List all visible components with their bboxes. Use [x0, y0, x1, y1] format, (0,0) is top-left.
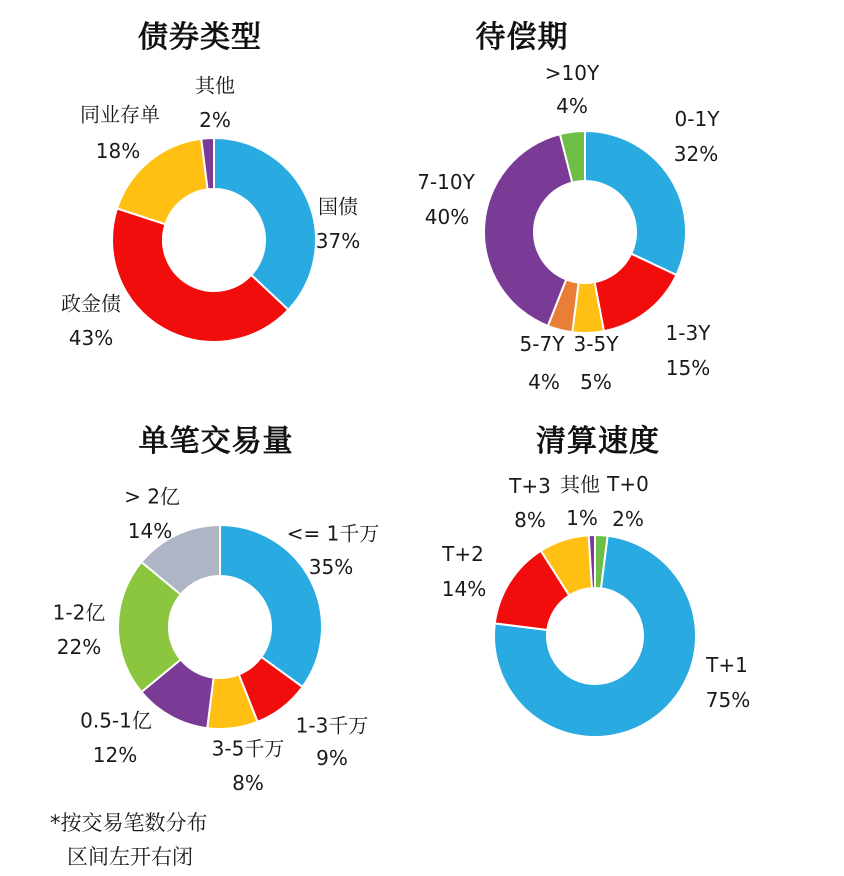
- settlement-speed-slice-value-0: 2%: [612, 507, 644, 531]
- chart-title-settlement-speed: 清算速度: [536, 424, 660, 459]
- settlement-speed-slice-value-4: 1%: [566, 506, 598, 530]
- single-trade-size-slice-value-2: 8%: [232, 771, 264, 795]
- settlement-speed-slice-name-1: T+1: [706, 653, 748, 677]
- single-trade-size-slice-name-4: 1-2亿: [52, 600, 106, 625]
- bond-type-slice-name-2: 同业存单: [80, 102, 160, 127]
- maturity-slice-name-1: 1-3Y: [665, 321, 711, 345]
- donut-maturity-slice-4: [484, 134, 572, 326]
- single-trade-size-slice-value-4: 22%: [56, 635, 102, 659]
- donut-single-trade-size-slice-0: [220, 525, 322, 687]
- settlement-speed-slice-value-3: 8%: [514, 508, 546, 532]
- maturity-slice-value-5: 4%: [556, 94, 588, 118]
- maturity-slice-name-3: 5-7Y: [519, 332, 565, 356]
- settlement-speed-slice-name-3: T+3: [509, 474, 551, 498]
- maturity-slice-name-2: 3-5Y: [573, 332, 619, 356]
- single-trade-size-slice-name-3: 0.5-1亿: [80, 708, 152, 733]
- donut-maturity-slice-0: [585, 131, 686, 275]
- bond-type-slice-name-3: 其他: [195, 73, 235, 98]
- maturity-slice-value-0: 32%: [673, 142, 719, 166]
- maturity-slice-name-0: 0-1Y: [674, 107, 720, 131]
- donut-chart-settlement-speed: [494, 535, 696, 737]
- maturity-slice-name-5: >10Y: [544, 61, 600, 85]
- settlement-speed-slice-name-4: 其他: [560, 472, 600, 497]
- settlement-speed-slice-value-1: 75%: [705, 688, 751, 712]
- single-trade-size-slice-value-3: 12%: [92, 743, 138, 767]
- chart-title-maturity: 待偿期: [475, 20, 569, 55]
- single-trade-size-slice-name-0: <= 1千万: [286, 521, 380, 546]
- maturity-slice-value-4: 40%: [424, 205, 470, 229]
- single-trade-size-slice-name-2: 3-5千万: [211, 736, 285, 761]
- chart-title-single-trade-size: 单笔交易量: [138, 424, 294, 459]
- chart-title-bond-type: 债券类型: [138, 20, 262, 55]
- donut-chart-single-trade-size: [118, 525, 322, 729]
- footnote-line-1: *按交易笔数分布: [50, 811, 208, 835]
- single-trade-size-slice-value-0: 35%: [308, 555, 354, 579]
- donut-chart-maturity: [484, 131, 686, 333]
- single-trade-size-slice-value-5: 14%: [127, 519, 173, 543]
- single-trade-size-slice-name-5: > 2亿: [124, 484, 180, 509]
- settlement-speed-slice-name-0: T+0: [607, 472, 649, 496]
- bond-type-slice-value-0: 37%: [315, 229, 361, 253]
- donut-chart-bond-type: [112, 138, 316, 342]
- donut-bond-type-slice-0: [214, 138, 316, 310]
- bond-type-slice-name-0: 国债: [318, 194, 358, 219]
- settlement-speed-slice-name-2: T+2: [442, 542, 484, 566]
- maturity-slice-value-3: 4%: [528, 370, 560, 394]
- single-trade-size-slice-name-1: 1-3千万: [295, 713, 369, 738]
- footnote-line-2: 区间左开右闭: [67, 845, 193, 869]
- bond-type-slice-value-1: 43%: [68, 326, 114, 350]
- maturity-slice-value-2: 5%: [580, 370, 612, 394]
- settlement-speed-slice-value-2: 14%: [441, 577, 487, 601]
- bond-type-slice-name-1: 政金债: [61, 291, 121, 316]
- bond-type-slice-value-2: 18%: [95, 139, 141, 163]
- maturity-slice-value-1: 15%: [665, 356, 711, 380]
- footnote: [50, 806, 208, 874]
- bond-type-slice-value-3: 2%: [199, 108, 231, 132]
- single-trade-size-slice-value-1: 9%: [316, 746, 348, 770]
- maturity-slice-name-4: 7-10Y: [417, 170, 475, 194]
